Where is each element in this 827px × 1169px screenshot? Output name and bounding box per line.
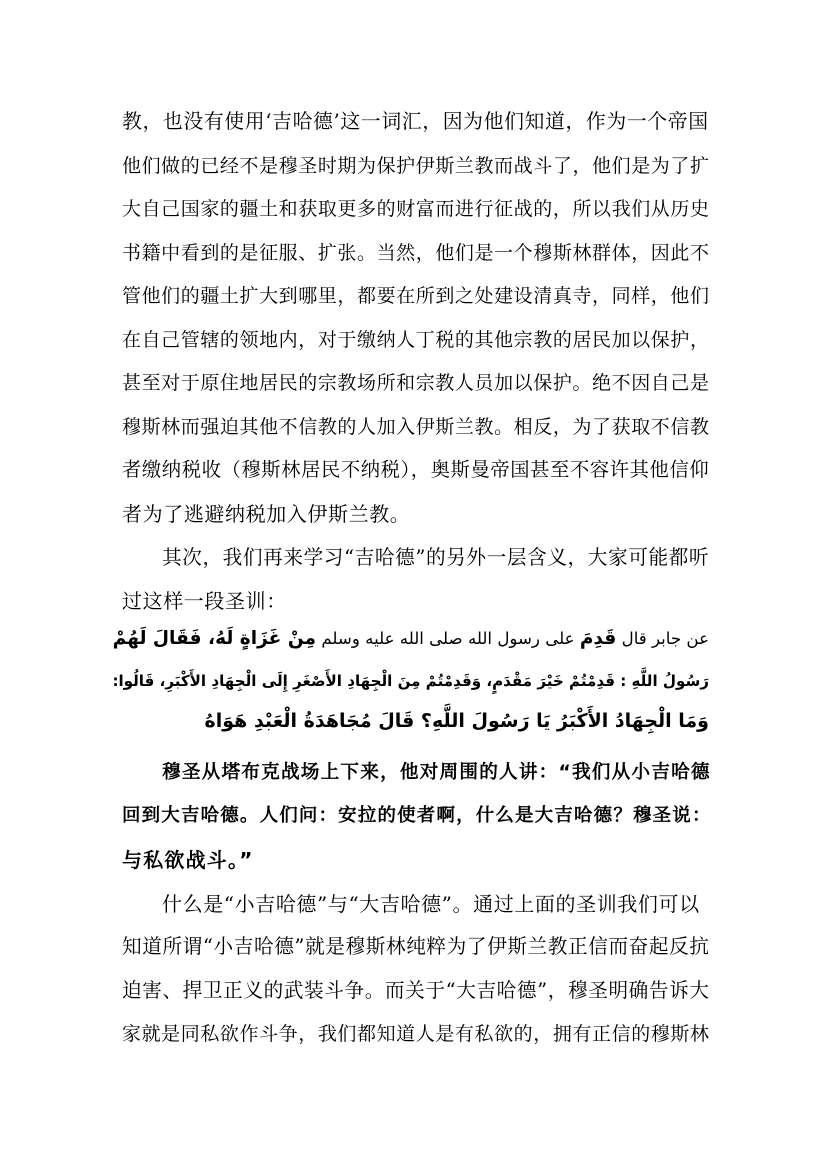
paragraph-2-line-1: 其次，我们再来学习“吉哈德”的另外一层含义，大家可能都听 [162,546,710,569]
paragraph-1-line-10: 者为了逃避纳税加入伊斯兰教。 [122,502,411,526]
paragraph-1-line-5: 管他们的疆土扩大到哪里，都要在所到之处建设清真寺，同样，他们 [122,285,710,307]
hadith-arabic-line-3-text: وَمَا الْجِهَادُ الأَكْبَرُ يَا رَسُولَ اللَّهِ؟ قَالَ مُجَاهَدَةُ الْعَبْدِ هَوَاهُ [204,710,709,732]
translation-line-2: 回到大吉哈德。人们问：安拉的使者啊，什么是大吉哈德？穆圣说： [122,805,712,826]
hadith-arabic-line-1 [109,624,709,654]
paragraph-1-line-6: 在自己管辖的领地内，对于缴纳人丁税的其他宗教的居民加以保护， [122,329,710,351]
paragraph-3-line-4: 家就是同私欲作斗争，我们都知道人是有私欲的，拥有正信的穆斯林 [122,1023,710,1045]
hadith-arabic-line-3 [109,706,709,737]
paragraph-1-line-8: 穆斯林而强迫其他不信教的人加入伊斯兰教。相反，为了获取不信教 [122,416,710,438]
paragraph-3-line-1: 什么是“小吉哈德”与“大吉哈德”。通过上面的圣训我们可以 [162,892,700,916]
paragraph-1-line-1: 教，也没有使用‘吉哈德’这一词汇，因为他们知道，作为一个帝国 [122,110,709,133]
paragraph-2-line-2: 过这样一段圣训： [122,589,287,613]
paragraph-1-line-2: 他们做的已经不是穆圣时期为保护伊斯兰教而战斗了，他们是为了扩 [122,155,710,177]
paragraph-1-line-9: 者缴纳税收（穆斯林居民不纳税），奥斯曼帝国甚至不容许其他信仰 [122,458,710,481]
hadith-arabic-line-1-intro: عن جابر قال [616,629,709,648]
paragraph-1-line-4: 书籍中看到的是征服、扩张。当然，他们是一个穆斯林群体，因此不 [122,242,710,264]
hadith-arabic-line-2-text: رَسُولُ اللَّهِ : قَدِمْتُمْ خَيْرَ مَقْدَمٍ، وَقَدِمْتُمْ مِنَ الْجِهَادِ الأَصْغَرِ إِلَى الْجِهَادِ الأَكْبَرِ، قَالُوا: [112,672,709,690]
translation-line-3: 与私欲战斗。” [122,848,254,872]
hadith-arabic-line-2 [109,666,709,697]
paragraph-3-line-2: 知道所谓“小吉哈德”就是穆斯林纯粹为了伊斯兰教正信而奋起反抗 [122,935,710,958]
translation-line-1: 穆圣从塔布克战场上下来，他对周围的人讲：“我们从小吉哈德 [162,762,711,783]
hadith-arabic-line-1-end: مِنْ غَزَاةٍ لَهُ، فَقَالَ لَهُمْ [112,628,317,649]
paragraph-1-line-7: 甚至对于原住地居民的宗教场所和宗教人员加以保护。绝不因自己是 [122,372,710,394]
hadith-arabic-line-1-verb: قَدِمَ [579,628,617,649]
paragraph-1-line-3: 大自己国家的疆土和获取更多的财富而进行征战的，所以我们从历史 [122,198,710,220]
hadith-arabic-line-1-middle: على رسول الله صلى الله عليه وسلم [316,629,580,648]
paragraph-3-line-3: 迫害、捍卫正义的武装斗争。而关于“大吉哈德”，穆圣明确告诉大 [122,979,710,1002]
